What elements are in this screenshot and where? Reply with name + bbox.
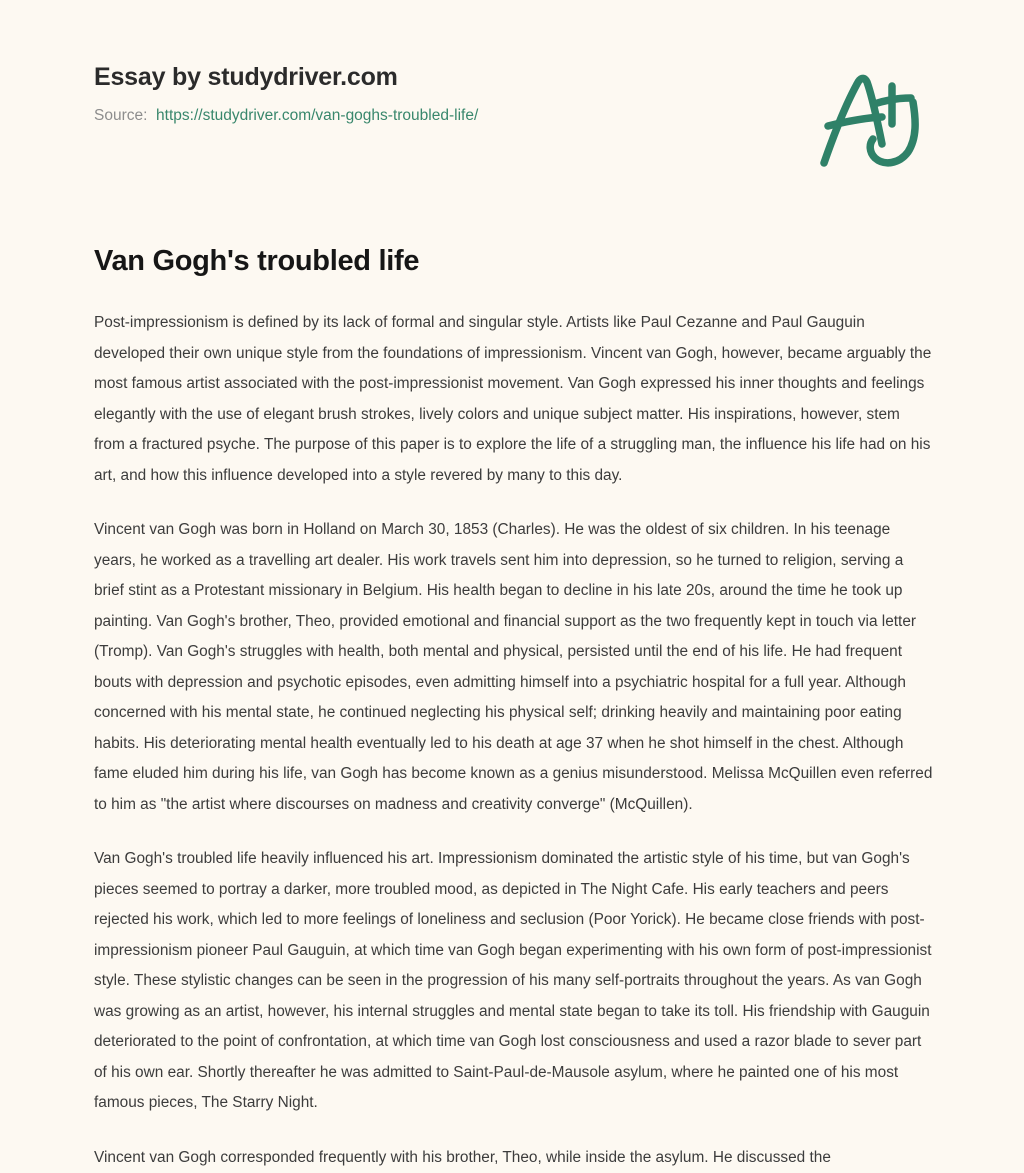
article-paragraph: Vincent van Gogh corresponded frequently with his brother, Theo, while inside the asylum. He discussed the (94, 1148, 831, 1166)
article-paragraph: Post-impressionism is defined by its lack of formal and singular style. Artists like Paul Cezanne and Paul Gauguin developed their own unique style from the foundations of impressionism. Vincent van Gogh, however, became arguably the most famous artist associated with the post-impressionist movement. Van Gogh expressed his inner thoughts and feelings elegantly with the use of elegant brush strokes, lively colors and unique subject matter. His inspirations, however, stem from a fractured psyche. The purpose of this paper is to explore the life of a struggling man, the influence his life had on his art, and how this influence developed into a style revered by many to this day. (94, 314, 932, 484)
article-title: Van Gogh's troubled life (94, 245, 420, 277)
article-paragraph: Van Gogh's troubled life heavily influenced his art. Impressionism dominated the artistic style of his time, but van Gogh's pieces seemed to portray a darker, more troubled mood, as depicted in The Night Cafe. His early teachers and peers rejected his work, which led to more feelings of loneliness and seclusion (Poor Yorick). He became close friends with post-impressionism pioneer Paul Gauguin, at which time van Gogh began experimenting with his own form of post-impressionist style. These stylistic changes can be seen in the progression of his many self-portraits throughout the years. As van Gogh was growing as an artist, however, his internal struggles and mental state began to take its toll. His friendship with Gauguin deteriorated to the point of confrontation, at which time van Gogh lost consciousness and used a razor blade to sever part of his own ear. Shortly thereafter he was admitted to Saint-Paul-de-Mausole asylum, where he painted one of his most famous pieces, The Starry Night. (94, 850, 932, 1112)
article (94, 243, 934, 1173)
a-plus-logo-icon (812, 62, 932, 174)
a-plus-logo[interactable] (812, 62, 932, 174)
source-label: Source: (94, 107, 148, 124)
source-url-link[interactable]: https://studydriver.com/van-goghs-troubled-life/ (156, 107, 479, 124)
article-paragraph: Vincent van Gogh was born in Holland on March 30, 1853 (Charles). He was the oldest of six children. In his teenage years, he worked as a travelling art dealer. His work travels sent him into depression, so he turned to religion, serving a brief stint as a Protestant missionary in Belgium. His health began to decline in his late 20s, around the time he took up painting. Van Gogh's brother, Theo, provided emotional and financial support as the two frequently kept in touch via letter (Tromp). Van Gogh's struggles with health, both mental and physical, persisted until the end of his life. He had frequent bouts with depression and psychotic episodes, even admitting himself into a psychiatric hospital for a full year. Although concerned with his mental state, he continued neglecting his physical self; drinking heavily and maintaining poor eating habits. His deteriorating mental health eventually led to his death at age 37 when he shot himself in the chest. Although fame eluded him during his life, van Gogh has become known as a genius misunderstood. Melissa McQuillen even referred to him as "the artist where discourses on madness and creativity converge" (McQuillen). (94, 521, 933, 813)
source-line (94, 106, 774, 126)
page-header (0, 0, 1024, 200)
header-text-block (94, 62, 774, 126)
article-body (94, 308, 934, 1173)
essay-byline: Essay by studydriver.com (94, 63, 398, 91)
